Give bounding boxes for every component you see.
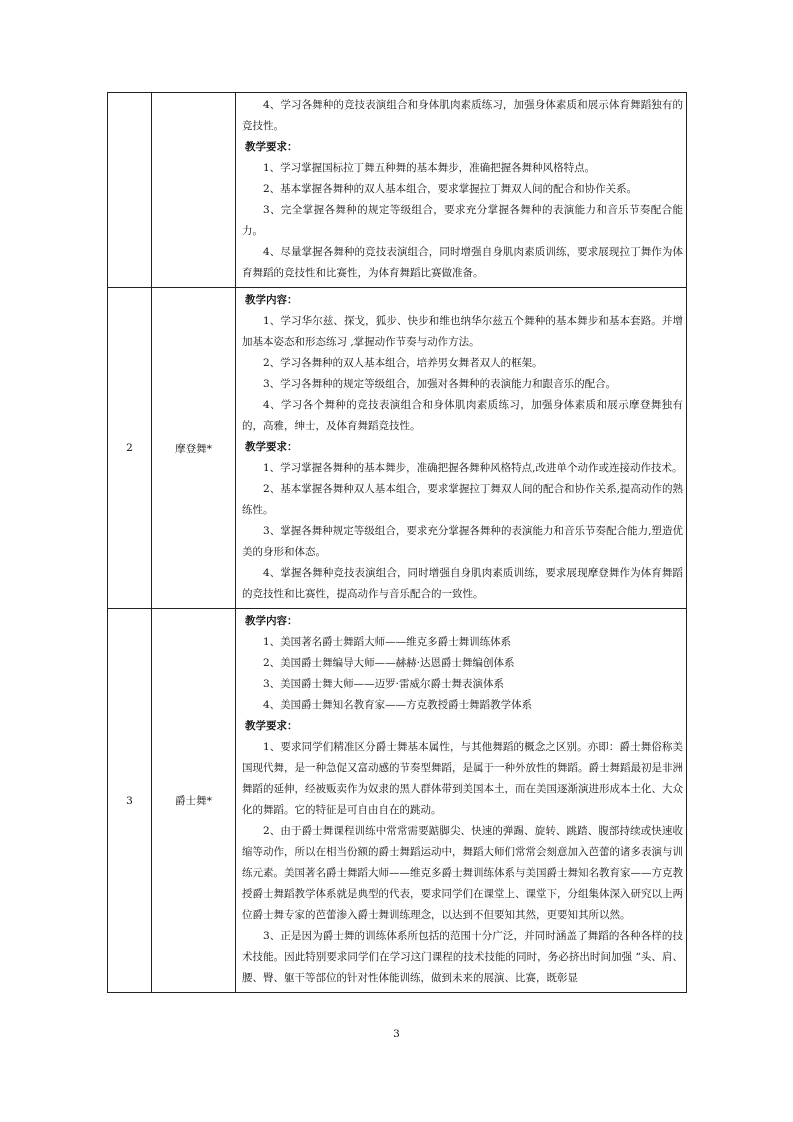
page-number: 3 xyxy=(393,1028,400,1040)
content-paragraph: 1、美国著名爵士舞蹈大师——维克多爵士舞训练体系 xyxy=(263,636,512,648)
section-heading: 教学要求： xyxy=(245,141,298,153)
course-table xyxy=(107,92,687,993)
content-paragraph: 3、正是因为爵士舞的训练体系所包括的范围十分广泛，并同时涵盖了舞蹈的各种各样的技术技能。因此特别要求同学们在学习这门课程的技术技能的同时，务必挤出时间加强 “头、肩、腰、臀、躯干等部位的针对性体能训练，做到未来的展演、比赛，既彰显 xyxy=(242,930,683,984)
content-paragraph: 2、学习各舞种的双人基本组合，培养男女舞者双人的框架。 xyxy=(263,357,543,369)
section-heading: 教学要求： xyxy=(245,720,298,732)
content-paragraph: 2、由于爵士舞课程训练中常常需要踮脚尖、快速的弹踢、旋转、跳踏、腹部持续或快速收缩等动作，所以在相当份额的爵士舞蹈运动中，舞蹈大师们常常会刻意加入芭蕾的诸多表演与训练元素。美国著名爵士舞蹈大师——维克多爵士舞训练体系与美国爵士舞知名教育家——方克教授爵士舞蹈教学体系就是典型的代表，要求同学们在课堂上、课堂下，分组集体深入研究以上两位爵士舞专家的芭蕾渗入爵士舞训练理念，以达到不但要知其然，更要知其所以然。 xyxy=(242,825,683,921)
content-paragraph: 3、掌握各舞种规定等级组合，要求充分掌握各舞种的表演能力和音乐节奏配合能力,塑造优美的身形和体态。 xyxy=(242,525,683,558)
content-paragraph: 4、尽量掌握各舞种的竞技表演组合，同时增强自身肌肉素质训练，要求展现拉丁舞作为体育舞蹈的竞技性和比赛性，为体育舞蹈比赛做准备。 xyxy=(242,246,683,279)
course-content-cell xyxy=(236,609,687,993)
row-number-cell: 3 xyxy=(108,609,152,993)
content-paragraph: 1、学习掌握各舞种的基本舞步，准确把握各舞种风格特点,改进单个动作或连接动作技术。 xyxy=(263,462,683,474)
content-paragraph: 3、美国爵士舞大师——迈罗·雷威尔爵士舞表演体系 xyxy=(263,678,505,690)
table-row xyxy=(108,93,687,288)
course-name-cell xyxy=(152,93,236,288)
row-number-cell: 2 xyxy=(108,288,152,609)
course-content-cell xyxy=(236,288,687,609)
row-number-cell xyxy=(108,93,152,288)
content-paragraph: 3、学习各舞种的规定等级组合，加强对各舞种的表演能力和跟音乐的配合。 xyxy=(263,378,617,390)
section-heading: 教学内容： xyxy=(245,615,298,627)
content-paragraph: 2、基本掌握各舞种双人基本组合，要求掌握拉丁舞双人间的配合和协作关系,提高动作的熟练性。 xyxy=(242,483,683,516)
content-paragraph: 4、学习各舞种的竞技表演组合和身体肌肉素质练习，加强身体素质和展示体育舞蹈独有的竞技性。 xyxy=(242,99,683,132)
content-paragraph: 2、美国爵士舞编导大师——赫赫·达恩爵士舞编创体系 xyxy=(263,657,515,669)
content-paragraph: 1、学习掌握国标拉丁舞五种舞的基本舞步，准确把握各舞种风格特点。 xyxy=(263,162,596,174)
course-name-cell: 爵士舞* xyxy=(152,609,236,993)
course-name-cell: 摩登舞* xyxy=(152,288,236,609)
table-row xyxy=(108,288,687,609)
course-content-cell xyxy=(236,93,687,288)
content-paragraph: 1、学习华尔兹、探戈，狐步、快步和维也纳华尔兹五个舞种的基本舞步和基本套路。并增加基本姿态和形态练习 ,掌握动作节奏与动作方法。 xyxy=(242,315,683,348)
content-paragraph: 4、美国爵士舞知名教育家——方克教授爵士舞蹈教学体系 xyxy=(263,699,533,711)
table-row xyxy=(108,609,687,993)
content-paragraph: 3、完全掌握各舞种的规定等级组合，要求充分掌握各舞种的表演能力和音乐节奏配合能力。 xyxy=(242,204,683,237)
section-heading: 教学内容： xyxy=(245,294,298,306)
content-paragraph: 1、要求同学们精准区分爵士舞基本属性，与其他舞蹈的概念之区别。亦即：爵士舞俗称美国现代舞，是一种急促又富动感的节奏型舞蹈，是属于一种外放性的舞蹈。爵士舞蹈最初是非洲舞蹈的延伸，经被贩卖作为奴隶的黑人群体带到美国本土，而在美国逐渐演进形成本土化、大众化的舞蹈。它的特征是可自由自在的跳动。 xyxy=(242,741,683,816)
content-paragraph: 2、基本掌握各舞种的双人基本组合，要求掌握拉丁舞双人间的配合和协作关系。 xyxy=(263,183,638,195)
section-heading: 教学要求： xyxy=(245,441,298,453)
content-paragraph: 4、学习各个舞种的竞技表演组合和身体肌肉素质练习，加强身体素质和展示摩登舞独有的，高雅，绅士，及体育舞蹈竞技性。 xyxy=(242,399,683,432)
content-paragraph: 4、掌握各舞种竞技表演组合，同时增强自身肌肉素质训练，要求展现摩登舞作为体育舞蹈的竞技性和比赛性，提高动作与音乐配合的一致性。 xyxy=(242,567,683,600)
